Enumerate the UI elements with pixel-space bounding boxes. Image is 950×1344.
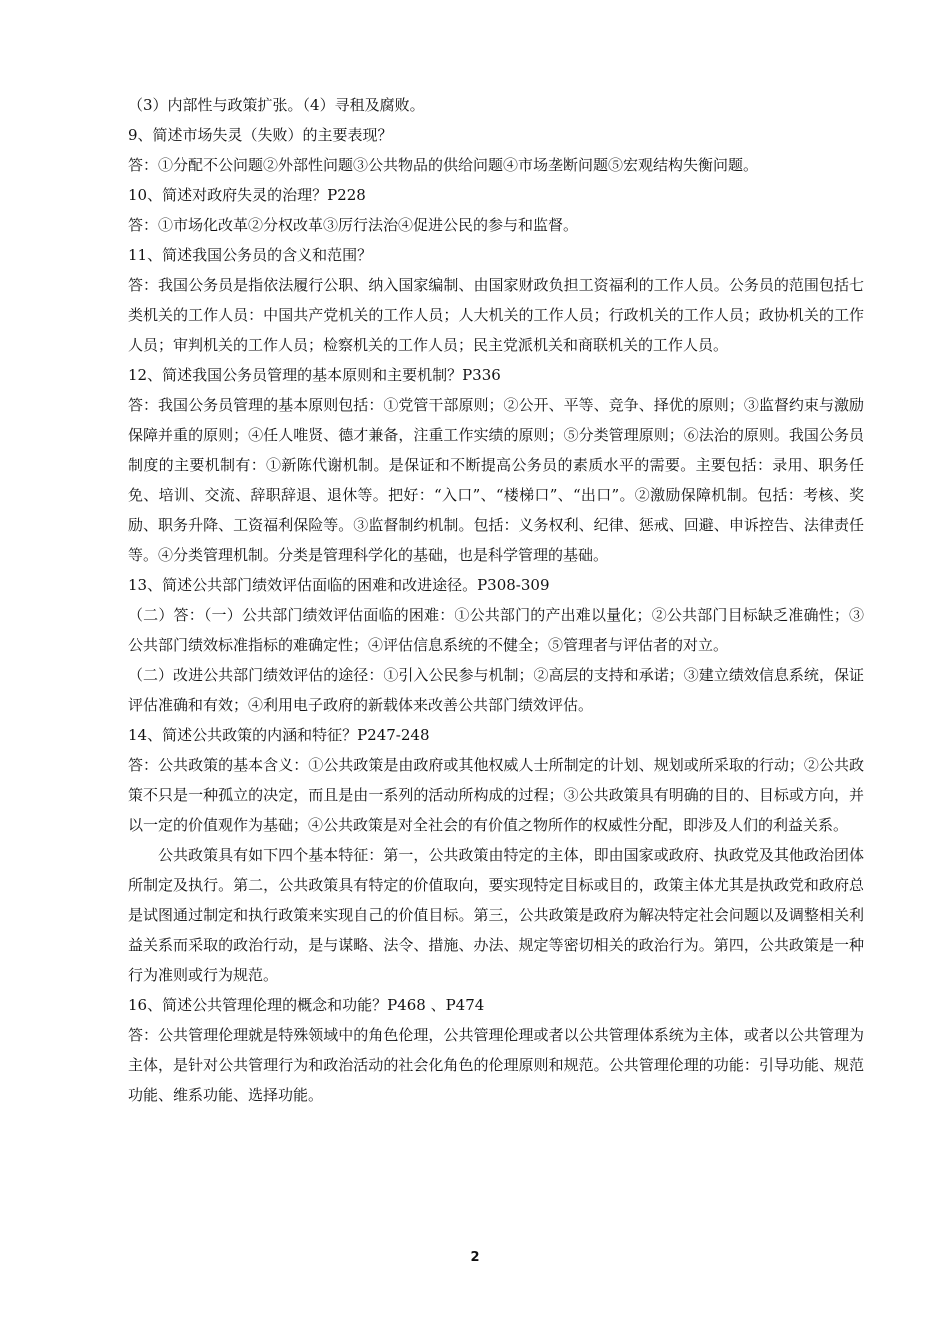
answer-paragraph: 答：①分配不公问题②外部性问题③公共物品的供给问题④市场垄断问题⑤宏观结构失衡问题。	[128, 156, 759, 174]
answer-paragraph: 答：公共管理伦理就是特殊领域中的角色伦理，公共管理伦理或者以公共管理体系统为主体，或者以公共管理为主体，是针对公共管理行为和政治活动的社会化角色的伦理原则和规范。公共管理伦理的功能：引导功能、规范功能、维系功能、选择功能。	[128, 1026, 864, 1104]
question-heading: 9、简述市场失灵（失败）的主要表现？	[128, 126, 393, 144]
question-heading: 14、简述公共政策的内涵和特征？P247-248	[128, 726, 430, 744]
page-number: 2	[470, 1250, 480, 1265]
question-heading: 10、简述对政府失灵的治理？P228	[128, 186, 366, 204]
question-heading: 11、简述我国公务员的含义和范围？	[128, 246, 373, 264]
answer-paragraph: 答：①市场化改革②分权改革③厉行法治④促进公民的参与和监督。	[128, 216, 579, 234]
page-body	[128, 90, 864, 1110]
question-heading: 12、简述我国公务员管理的基本原则和主要机制？P336	[128, 366, 501, 384]
answer-paragraph: （二）改进公共部门绩效评估的途径：①引入公民参与机制；②高层的支持和承诺；③建立绩效信息系统，保证评估准确和有效；④利用电子政府的新载体来改善公共部门绩效评估。	[128, 666, 864, 714]
indented-paragraph: 公共政策具有如下四个基本特征：第一，公共政策由特定的主体，即由国家或政府、执政党及其他政治团体所制定及执行。第二，公共政策具有特定的价值取向，要实现特定目标或目的，政策主体尤其是执政党和政府总是试图通过制定和执行政策来实现自己的价值目标。第三，公共政策是政府为解决特定社会问题以及调整相关利益关系而采取的政治行动，是与谋略、法令、措施、办法、规定等密切相关的政治行为。第四，公共政策是一种行为准则或行为规范。	[128, 846, 864, 984]
question-heading: 13、简述公共部门绩效评估面临的困难和改进途径。P308-309	[128, 576, 550, 594]
answer-paragraph: （二）答：（一）公共部门绩效评估面临的困难：①公共部门的产出难以量化；②公共部门目标缺乏准确性；③公共部门绩效标准指标的难确定性；④评估信息系统的不健全；⑤管理者与评估者的对立。	[128, 606, 864, 654]
answer-paragraph: 答：公共政策的基本含义：①公共政策是由政府或其他权威人士所制定的计划、规划或所采取的行动；②公共政策不只是一种孤立的决定，而且是由一系列的活动所构成的过程；③公共政策具有明确的目的、目标或方向，并以一定的价值观作为基础；④公共政策是对全社会的有价值之物所作的权威性分配，即涉及人们的利益关系。	[128, 756, 864, 834]
answer-paragraph: 答：我国公务员是指依法履行公职、纳入国家编制、由国家财政负担工资福利的工作人员。公务员的范围包括七类机关的工作人员：中国共产党机关的工作人员；人大机关的工作人员；行政机关的工作人员；政协机关的工作人员；审判机关的工作人员；检察机关的工作人员；民主党派机关和商联机关的工作人员。	[128, 276, 864, 354]
answer-paragraph: （3）内部性与政策扩张。（4）寻租及腐败。	[128, 96, 425, 114]
question-heading: 16、简述公共管理伦理的概念和功能？P468 、P474	[128, 996, 485, 1014]
answer-paragraph: 答：我国公务员管理的基本原则包括：①党管干部原则；②公开、平等、竞争、择优的原则；③监督约束与激励保障并重的原则；④任人唯贤、德才兼备，注重工作实绩的原则；⑤分类管理原则；⑥法治的原则。我国公务员制度的主要机制有：①新陈代谢机制。是保证和不断提高公务员的素质水平的需要。主要包括：录用、职务任免、培训、交流、辞职辞退、退休等。把好：“入口”、“楼梯口”、“出口”。②激励保障机制。包括：考核、奖励、职务升降、工资福利保险等。③监督制约机制。包括：义务权利、纪律、惩戒、回避、申诉控告、法律责任等。④分类管理机制。分类是管理科学化的基础，也是科学管理的基础。	[128, 396, 864, 564]
